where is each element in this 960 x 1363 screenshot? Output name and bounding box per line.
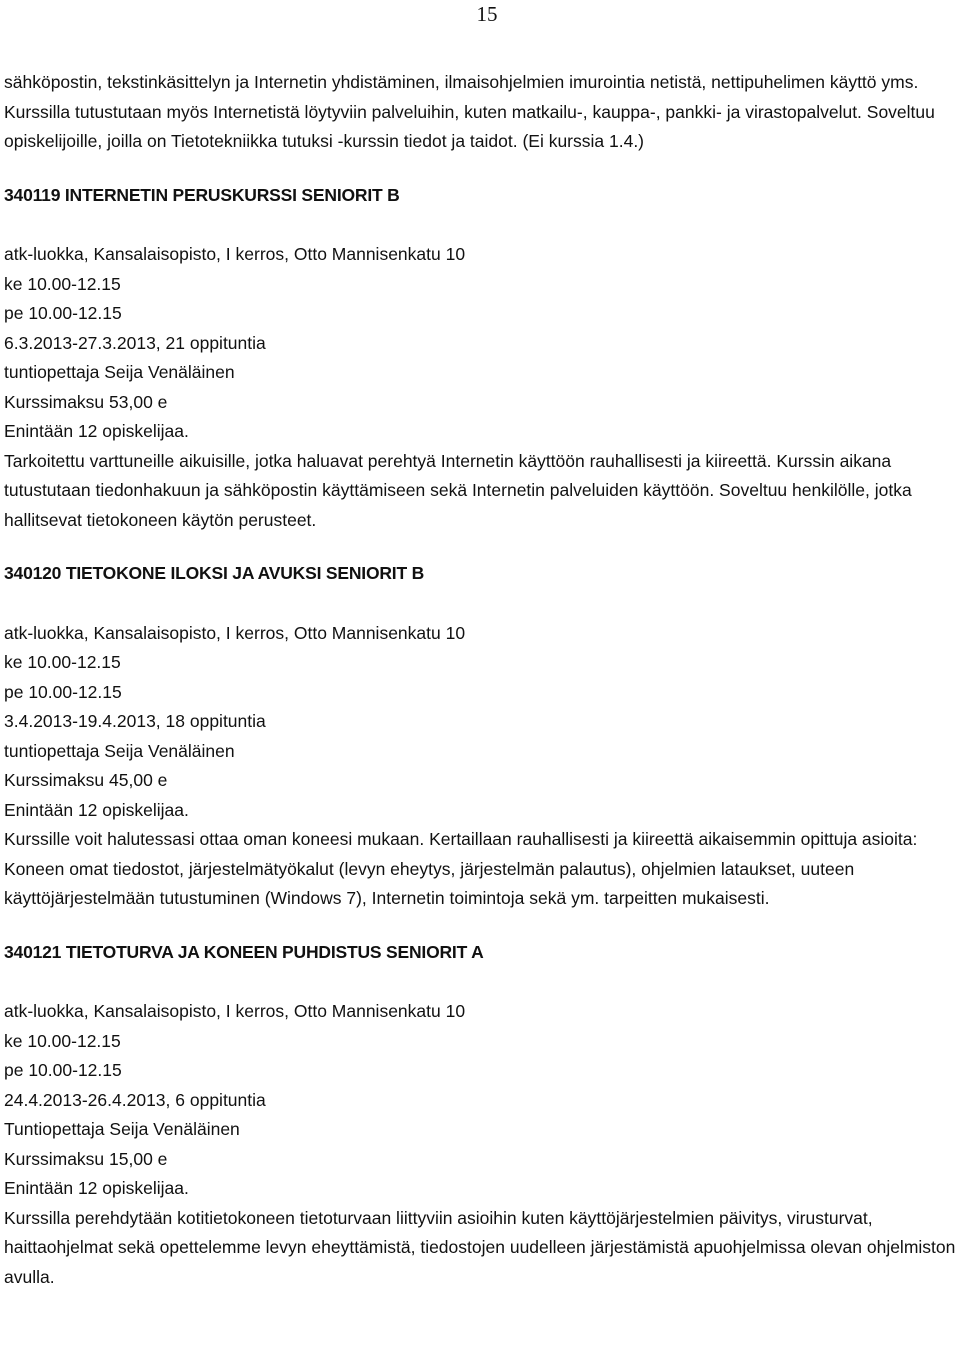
intro-paragraph: sähköpostin, tekstinkäsittelyn ja Internetin yhdistäminen, ilmaisohjelmien imurointia netistä, nettipuhelimen käyttö yms. Kurssilla tutustutaan myös Internetistä löytyviin palveluihin, kuten matkailu-, kauppa-, pankki- ja virastopalvelut. Soveltuu opiskelijoille, joilla on Tietotekniikka tutuksi -kurssin tiedot ja taidot. (Ei kurssia 1.4.): [4, 72, 935, 151]
course-description: Kurssilla perehdytään kotitietokoneen tietoturvaan liittyviin asioihin kuten käyttöjärjestelmien päivitys, virusturvat, haittaohjelmat sekä opettelemme levyn eheyttämistä, tiedostojen uudelleen järjestämistä apuohjelmissa olevan ohjelmiston avulla.: [4, 1207, 956, 1287]
course-section: [4, 559, 956, 914]
course-dates: 6.3.2013-27.3.2013, 21 oppituntia: [4, 332, 266, 353]
document-body: [4, 68, 956, 1292]
course-teacher: tuntiopettaja Seija Venäläinen: [4, 740, 235, 761]
course-time: ke 10.00-12.15: [4, 652, 121, 672]
course-title: 340119 INTERNETIN PERUSKURSSI SENIORIT B: [4, 184, 400, 205]
course-max-students: Enintään 12 opiskelijaa.: [4, 1178, 189, 1198]
course-dates: 3.4.2013-19.4.2013, 18 oppituntia: [4, 711, 266, 731]
course-teacher: Tuntiopettaja Seija Venäläinen: [4, 1119, 240, 1139]
course-dates: 24.4.2013-26.4.2013, 6 oppituntia: [4, 1089, 266, 1110]
course-location: atk-luokka, Kansalaisopisto, I kerros, Otto Mannisenkatu 10: [4, 244, 466, 264]
course-time: pe 10.00-12.15: [4, 681, 122, 702]
course-time: ke 10.00-12.15: [4, 273, 121, 294]
course-location: atk-luokka, Kansalaisopisto, I kerros, Otto Mannisenkatu 10: [4, 622, 466, 643]
course-fee: Kurssimaksu 15,00 e: [4, 1148, 168, 1169]
course-title: 340120 TIETOKONE ILOKSI JA AVUKSI SENIORIT B: [4, 563, 425, 583]
course-section: [4, 181, 956, 536]
course-max-students: Enintään 12 opiskelijaa.: [4, 421, 189, 441]
course-teacher: tuntiopettaja Seija Venäläinen: [4, 362, 235, 382]
course-time: pe 10.00-12.15: [4, 303, 122, 323]
course-fee: Kurssimaksu 53,00 e: [4, 391, 168, 412]
course-section: [4, 938, 956, 1293]
course-description: Tarkoitettu varttuneille aikuisille, jotka haluavat perehtyä Internetin käyttöön rauhallisesti ja kiireettä. Kurssin aikana tutustutaan tiedonhakuun ja sähköpostin käyttämiseen sekä Internetin palveluiden käyttöön. Soveltuu henkilölle, jotka hallitsevat tietokoneen käytön perusteet.: [4, 450, 912, 530]
course-title: 340121 TIETOTURVA JA KONEEN PUHDISTUS SENIORIT A: [4, 941, 484, 962]
course-time: pe 10.00-12.15: [4, 1060, 122, 1080]
course-time: ke 10.00-12.15: [4, 1030, 121, 1051]
course-fee: Kurssimaksu 45,00 e: [4, 770, 168, 790]
course-max-students: Enintään 12 opiskelijaa.: [4, 799, 189, 820]
course-location: atk-luokka, Kansalaisopisto, I kerros, Otto Mannisenkatu 10: [4, 1001, 466, 1021]
page-number: 15: [476, 2, 498, 26]
course-description: Kurssille voit halutessasi ottaa oman koneesi mukaan. Kertaillaan rauhallisesti ja kiireettä aikaisemmin opittuja asioita: Koneen omat tiedostot, järjestelmätyökalut (levyn eheytys, järjestelmän palautus), ohjelmien lataukset, uuteen käyttöjärjestelmään tutustuminen (Windows 7), Internetin toimintoja sekä ym. tarpeitten mukaisesti.: [4, 829, 918, 908]
